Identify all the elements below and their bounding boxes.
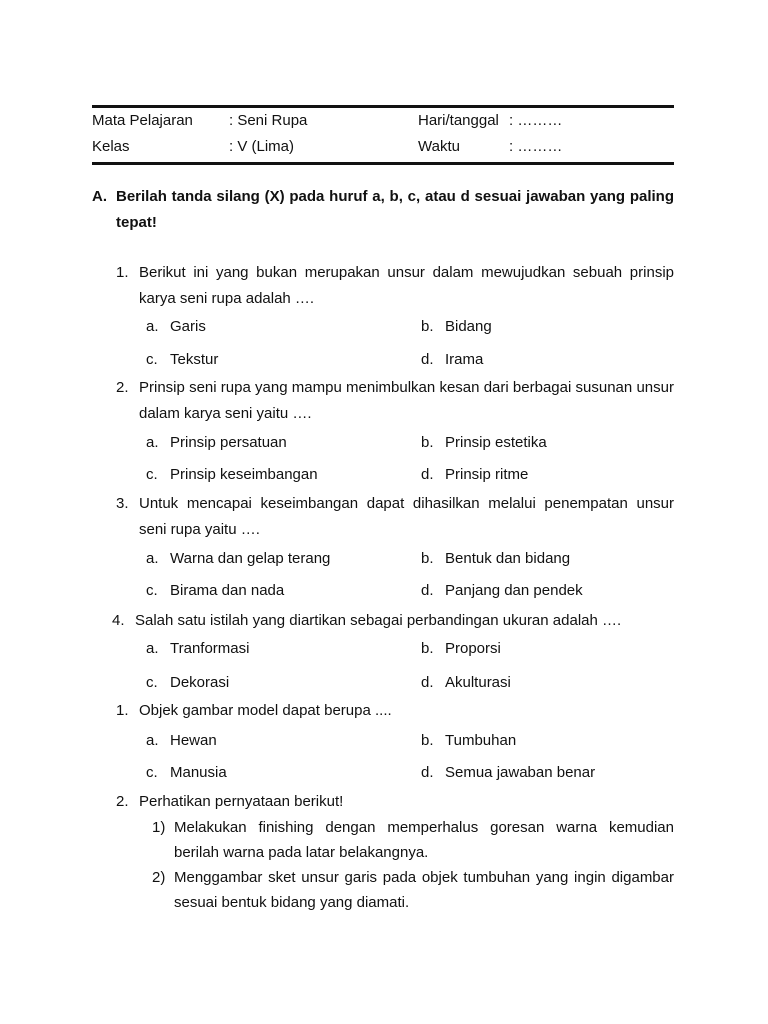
option-letter: d. (421, 351, 434, 368)
option-d[interactable] (421, 763, 595, 783)
question-text: Salah satu istilah yang diartikan sebagai perbandingan ukuran adalah …. (135, 612, 622, 629)
question-number: 4. (112, 612, 125, 629)
statement-number: 1) (152, 819, 166, 836)
option-text: Prinsip persatuan (170, 434, 287, 451)
header-top-rule (92, 105, 674, 108)
question-number: 1. (116, 264, 129, 281)
option-letter: a. (146, 550, 159, 567)
question-item (92, 608, 674, 634)
day-label: Hari/tanggal (418, 112, 499, 129)
option-letter: d. (421, 466, 434, 483)
option-d[interactable] (421, 673, 511, 693)
option-c[interactable] (146, 350, 218, 370)
option-letter: c. (146, 466, 158, 483)
statement-item (152, 815, 674, 865)
time-value: : ……… (509, 138, 563, 155)
option-text: Irama (445, 351, 484, 368)
subject-label: Mata Pelajaran (92, 112, 193, 129)
option-text: Warna dan gelap terang (170, 550, 331, 567)
question-item (92, 491, 674, 543)
option-b[interactable] (421, 731, 516, 751)
option-a[interactable] (146, 639, 249, 659)
option-text: Bentuk dan bidang (445, 550, 571, 567)
option-letter: d. (421, 674, 434, 691)
option-c[interactable] (146, 673, 229, 693)
section-letter: A. (92, 188, 107, 205)
option-text: Prinsip estetika (445, 434, 547, 451)
option-d[interactable] (421, 581, 583, 601)
question-text: Objek gambar model dapat berupa .... (139, 702, 392, 719)
option-text: Semua jawaban benar (445, 764, 596, 781)
header-row-class (92, 138, 674, 158)
option-text: Prinsip ritme (445, 466, 529, 483)
day-value: : ……… (509, 112, 563, 129)
option-text: Manusia (170, 764, 227, 781)
option-letter: d. (421, 764, 434, 781)
option-d[interactable] (421, 350, 483, 370)
time-label: Waktu (418, 138, 460, 155)
option-letter: a. (146, 640, 159, 657)
option-letter: d. (421, 582, 434, 599)
section-instruction (92, 184, 674, 236)
question-item (92, 698, 674, 724)
section-instruction-text: Berilah tanda silang (X) pada huruf a, b, c, atau d sesuai jawaban yang paling tepat! (116, 188, 674, 231)
option-text: Tranformasi (170, 640, 250, 657)
question-number: 2. (116, 793, 129, 810)
question-number: 2. (116, 379, 129, 396)
option-b[interactable] (421, 639, 501, 659)
option-text: Tekstur (170, 351, 219, 368)
option-letter: b. (421, 318, 434, 335)
statement-text: Melakukan finishing dengan memperhalus goresan warna kemudian berilah warna pada latar belakangnya. (174, 819, 674, 861)
option-text: Panjang dan pendek (445, 582, 583, 599)
option-c[interactable] (146, 763, 227, 783)
option-letter: c. (146, 582, 158, 599)
question-text: Prinsip seni rupa yang mampu menimbulkan kesan dari berbagai susunan unsur dalam karya seni yaitu …. (139, 379, 674, 422)
option-c[interactable] (146, 465, 318, 485)
question-number: 3. (116, 495, 129, 512)
option-text: Bidang (445, 318, 492, 335)
option-c[interactable] (146, 581, 284, 601)
question-text: Perhatikan pernyataan berikut! (139, 793, 344, 810)
option-a[interactable] (146, 433, 287, 453)
option-letter: a. (146, 434, 159, 451)
option-text: Tumbuhan (445, 732, 517, 749)
option-a[interactable] (146, 549, 330, 569)
option-text: Prinsip keseimbangan (170, 466, 318, 483)
option-letter: a. (146, 732, 159, 749)
option-text: Birama dan nada (170, 582, 285, 599)
option-text: Akulturasi (445, 674, 511, 691)
option-letter: b. (421, 434, 434, 451)
class-label: Kelas (92, 138, 130, 155)
option-b[interactable] (421, 549, 570, 569)
subject-value: : Seni Rupa (229, 112, 308, 129)
question-number: 1. (116, 702, 129, 719)
option-text: Garis (170, 318, 206, 335)
question-text: Untuk mencapai keseimbangan dapat dihasilkan melalui penempatan unsur seni rupa yaitu …. (139, 495, 674, 538)
option-d[interactable] (421, 465, 528, 485)
option-b[interactable] (421, 317, 492, 337)
option-letter: c. (146, 674, 158, 691)
option-b[interactable] (421, 433, 547, 453)
question-text: Berikut ini yang bukan merupakan unsur dalam mewujudkan sebuah prinsip karya seni rupa adalah …. (139, 264, 674, 307)
header-bottom-rule (92, 162, 674, 165)
option-text: Dekorasi (170, 674, 230, 691)
option-letter: c. (146, 764, 158, 781)
statement-item (152, 865, 674, 915)
question-item (92, 375, 674, 427)
option-letter: a. (146, 318, 159, 335)
statement-text: Menggambar sket unsur garis pada objek tumbuhan yang ingin digambar sesuai bentuk bidang yang diamati. (174, 869, 674, 911)
option-text: Proporsi (445, 640, 501, 657)
question-item (92, 260, 674, 312)
option-letter: b. (421, 640, 434, 657)
question-item (92, 789, 674, 815)
header-row-subject (92, 112, 674, 132)
option-letter: b. (421, 550, 434, 567)
option-a[interactable] (146, 317, 206, 337)
option-text: Hewan (170, 732, 217, 749)
option-letter: c. (146, 351, 158, 368)
class-value: : V (Lima) (229, 138, 295, 155)
option-a[interactable] (146, 731, 217, 751)
option-letter: b. (421, 732, 434, 749)
statement-number: 2) (152, 869, 166, 886)
